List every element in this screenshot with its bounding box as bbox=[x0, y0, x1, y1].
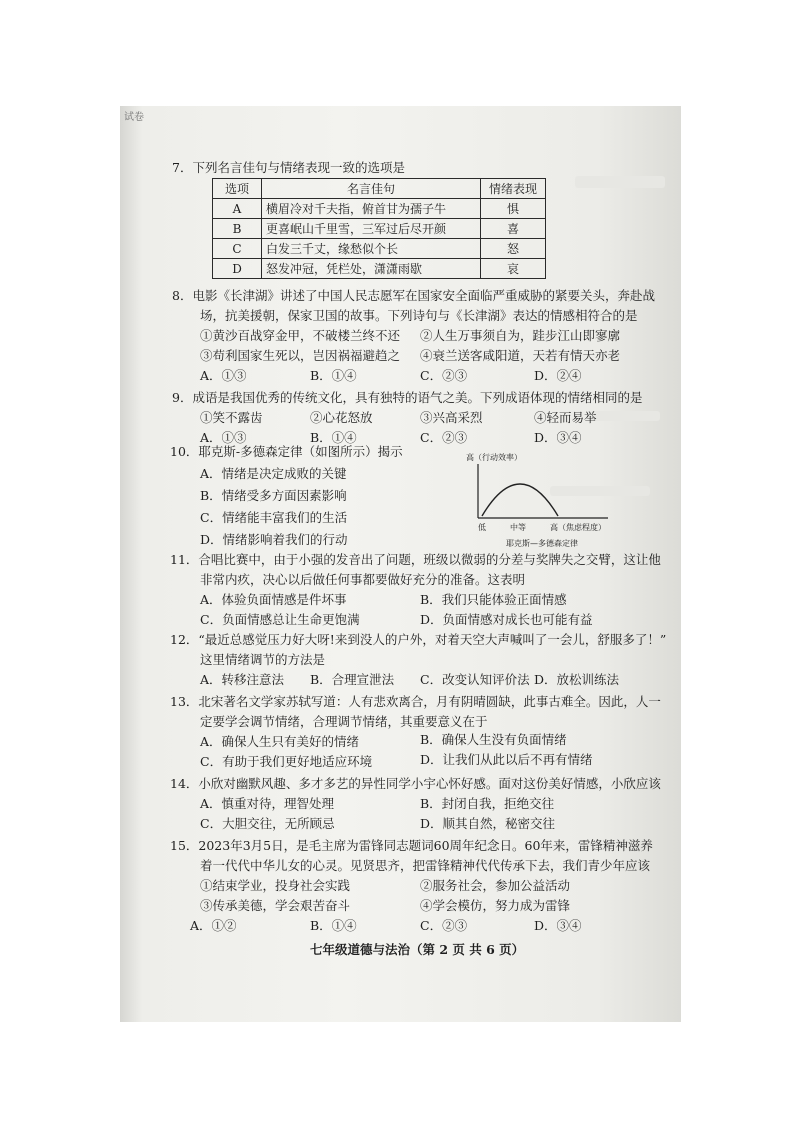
bleed-through-mark bbox=[575, 176, 665, 188]
table-cell: 白发三千丈，缘愁似个长 bbox=[262, 239, 481, 259]
graph-y-label: 高（行动效率） bbox=[466, 453, 522, 462]
q12-option: C．改变认知评价法 bbox=[420, 672, 530, 687]
q12-option: A．转移注意法 bbox=[200, 672, 285, 687]
table-cell: 哀 bbox=[481, 259, 546, 279]
table-cell: 喜 bbox=[481, 219, 546, 239]
q13-line: 13．北宋著名文学家苏轼写道：人有悲欢离合，月有阴晴圆缺，此事古难全。因此，人一 bbox=[170, 694, 661, 709]
q12-option: B．合理宣泄法 bbox=[310, 672, 395, 687]
table-header-cell: 情绪表现 bbox=[481, 179, 546, 199]
q15-line: 着一代代中华儿女的心灵。见贤思齐，把雷锋精神代代传承下去，我们青少年应该 bbox=[200, 858, 651, 873]
q11-option: C．负面情感总让生命更饱满 bbox=[200, 612, 360, 627]
q12-line: 这里情绪调节的方法是 bbox=[200, 652, 326, 667]
table-row bbox=[213, 239, 546, 259]
q8-option: B．①④ bbox=[310, 368, 357, 383]
q13-option: A．确保人生只有美好的情绪 bbox=[200, 734, 360, 749]
q13-line: 定要学会调节情绪，合理调节情绪，其重要意义在于 bbox=[200, 714, 488, 729]
table-row bbox=[213, 199, 546, 219]
table-header-row bbox=[213, 179, 546, 199]
table-row bbox=[213, 219, 546, 239]
q14-option: C．大胆交往，无所顾忌 bbox=[200, 816, 335, 831]
q9-option: A．①③ bbox=[200, 430, 247, 445]
table-cell: B bbox=[213, 219, 262, 239]
graph-x-tick: 中等 bbox=[510, 523, 526, 532]
q7-stem: 7．下列名言佳句与情绪表现一致的选项是 bbox=[172, 160, 405, 175]
q15-item: ④学会模仿，努力成为雷锋 bbox=[420, 898, 571, 913]
corner-mark: 试卷 bbox=[124, 112, 144, 123]
q11-option: A．体验负面情感是件坏事 bbox=[200, 592, 347, 607]
q14-stem: 14．小欣对幽默风趣、多才多艺的异性同学小宇心怀好感。面对这份美好情感，小欣应该 bbox=[170, 776, 661, 791]
q15-item: ①结束学业，投身社会实践 bbox=[200, 878, 351, 893]
q9-option: D．③④ bbox=[534, 430, 582, 445]
table-row bbox=[213, 259, 546, 279]
q15-item: ③传承美德，学会艰苦奋斗 bbox=[200, 898, 351, 913]
q13-option: C．有助于我们更好地适应环境 bbox=[200, 754, 373, 769]
q8-option: A．①③ bbox=[200, 368, 247, 383]
q12-line: 12．“最近总感觉压力好大呀!来到没人的户外，对着天空大声喊叫了一会儿，舒服多了！” bbox=[170, 632, 667, 647]
q10-option: D．情绪影响着我们的行动 bbox=[200, 532, 348, 547]
yerkes-dodson-graph bbox=[458, 448, 618, 552]
q13-option: B．确保人生没有负面情绪 bbox=[420, 732, 567, 747]
q8-line: 场，抗美援朝，保家卫国的故事。下列诗句与《长津湖》表达的情感相符合的是 bbox=[200, 308, 638, 323]
graph-x-tick: 低 bbox=[478, 523, 486, 532]
q13-option: D．让我们从此以后不再有情绪 bbox=[420, 752, 593, 767]
q11-option: B．我们只能体验正面情感 bbox=[420, 592, 567, 607]
table-cell: 惧 bbox=[481, 199, 546, 219]
graph-x-tick: 高（焦虑程度） bbox=[550, 523, 606, 532]
q15-option: A．①② bbox=[190, 918, 237, 933]
q8-item: ②人生万事须自为，跬步江山即寥廓 bbox=[420, 328, 621, 343]
table-header-cell: 名言佳句 bbox=[262, 179, 481, 199]
q9-stem: 9．成语是我国优秀的传统文化，具有独特的语气之美。下列成语体现的情绪相同的是 bbox=[172, 390, 643, 405]
q15-item: ②服务社会，参加公益活动 bbox=[420, 878, 571, 893]
q14-option: B．封闭自我，拒绝交往 bbox=[420, 796, 555, 811]
q11-option: D．负面情感对成长也可能有益 bbox=[420, 612, 593, 627]
q8-item: ①黄沙百战穿金甲，不破楼兰终不还 bbox=[200, 328, 401, 343]
q10-stem: 10．耶克斯-多德森定律（如图所示）揭示 bbox=[170, 444, 403, 459]
q15-option: C．②③ bbox=[420, 918, 468, 933]
bleed-through-mark bbox=[590, 411, 660, 421]
q14-option: D．顺其自然，秘密交往 bbox=[420, 816, 556, 831]
table-cell: C bbox=[213, 239, 262, 259]
q9-option: B．①④ bbox=[310, 430, 357, 445]
q9-item: ①笑不露齿 bbox=[200, 410, 263, 425]
q8-option: D．②④ bbox=[534, 368, 582, 383]
exam-paper bbox=[120, 106, 681, 1022]
q15-option: B．①④ bbox=[310, 918, 357, 933]
q9-option: C．②③ bbox=[420, 430, 468, 445]
table-cell: 更喜岷山千里雪，三军过后尽开颜 bbox=[262, 219, 481, 239]
table-cell: 横眉冷对千夫指，俯首甘为孺子牛 bbox=[262, 199, 481, 219]
q8-item: ④衰兰送客咸阳道，天若有情天亦老 bbox=[420, 348, 621, 363]
graph-curve bbox=[482, 484, 558, 516]
q9-item: ③兴高采烈 bbox=[420, 410, 483, 425]
q10-option: C．情绪能丰富我们的生活 bbox=[200, 510, 348, 525]
q8-option: C．②③ bbox=[420, 368, 468, 383]
q8-item: ③苟利国家生死以，岂因祸福避趋之 bbox=[200, 348, 401, 363]
q15-option: D．③④ bbox=[534, 918, 582, 933]
table-cell: 怒 bbox=[481, 239, 546, 259]
q9-item: ④轻而易举 bbox=[534, 410, 597, 425]
table-cell: 怒发冲冠，凭栏处，潇潇雨歇 bbox=[262, 259, 481, 279]
q10-option: A．情绪是决定成败的关键 bbox=[200, 466, 347, 481]
q7-table bbox=[212, 178, 546, 279]
q11-line: 非常内疚，决心以后做任何事都要做好充分的准备。这表明 bbox=[200, 572, 526, 587]
page-footer: 七年级道德与法治（第 2 页 共 6 页） bbox=[310, 942, 525, 957]
q8-line: 8．电影《长津湖》讲述了中国人民志愿军在国家安全面临严重威胁的紧要关头，奔赴战 bbox=[172, 288, 655, 303]
q12-option: D．放松训练法 bbox=[534, 672, 620, 687]
q9-item: ②心花怒放 bbox=[310, 410, 373, 425]
q14-option: A．慎重对待，理智处理 bbox=[200, 796, 335, 811]
table-cell: D bbox=[213, 259, 262, 279]
q11-line: 11．合唱比赛中，由于小强的发音出了问题，班级以微弱的分差与奖牌失之交臂，这让他 bbox=[170, 552, 661, 567]
q10-option: B．情绪受多方面因素影响 bbox=[200, 488, 347, 503]
graph-caption: 耶克斯—多德森定律 bbox=[506, 539, 578, 548]
table-cell: A bbox=[213, 199, 262, 219]
q15-line: 15．2023年3月5日，是毛主席为雷锋同志题词60周年纪念日。60年来，雷锋精神滋养 bbox=[170, 838, 653, 853]
table-header-cell: 选项 bbox=[213, 179, 262, 199]
graph-svg bbox=[458, 448, 618, 552]
